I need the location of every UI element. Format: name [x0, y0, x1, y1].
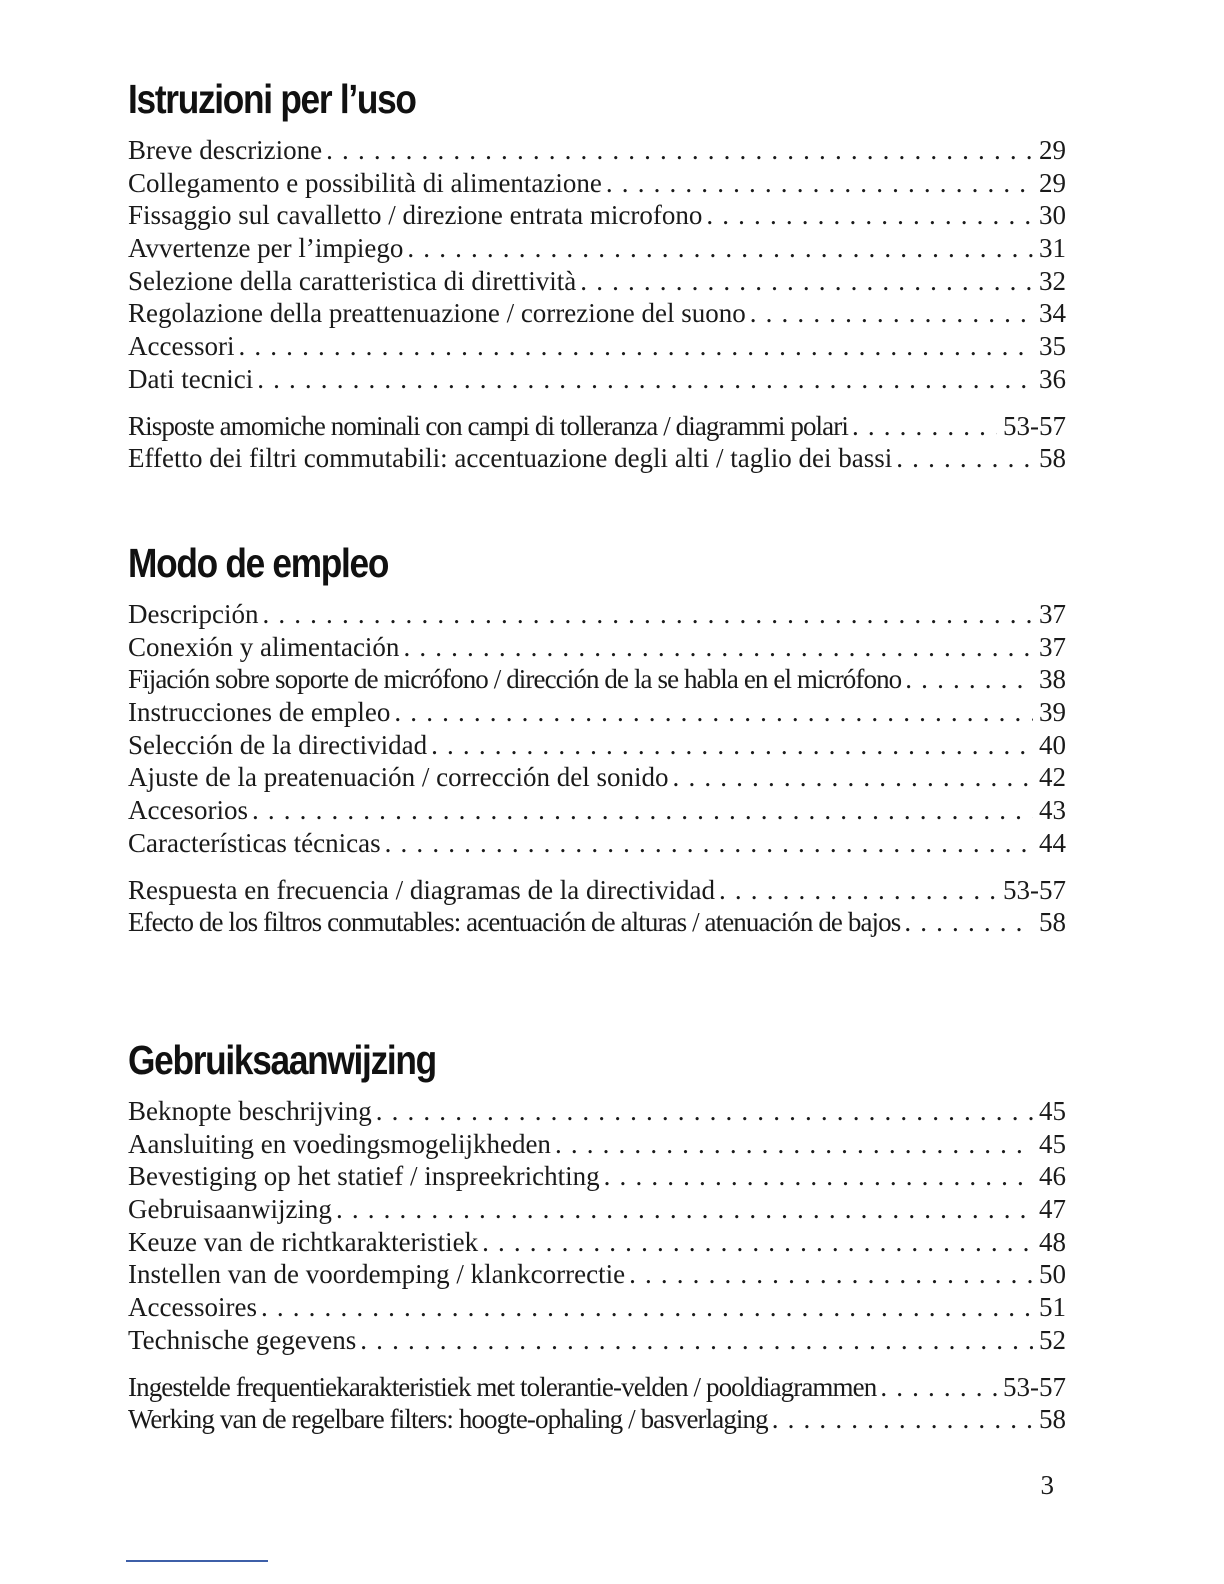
section-spanish: [128, 538, 1066, 939]
toc-entry-label: Risposte amomiche nominali con campi di tolleranza / diagrammi polari: [128, 410, 848, 441]
section-title: Modo de empleo: [128, 540, 389, 586]
toc-entry: [128, 363, 1066, 396]
toc-entry-label: Ajuste de la preatenuación / corrección del sonido: [128, 762, 669, 793]
toc-entry-page: 39: [1039, 697, 1066, 728]
toc-entry: [128, 167, 1066, 200]
toc-entry-label: Effetto dei filtri commutabili: accentuazione degli alti / taglio dei bassi: [128, 443, 893, 474]
dot-leader: [852, 410, 997, 443]
toc-entry-label: Accesorios: [128, 795, 248, 826]
toc-entry: [128, 631, 1066, 664]
toc-entry: [128, 232, 1066, 265]
dot-leader: [750, 297, 1033, 330]
dot-leader: [261, 1291, 1033, 1324]
toc-entry: [128, 827, 1066, 860]
toc-entry-label: Descripción: [128, 599, 259, 629]
toc-entry: [128, 1193, 1066, 1226]
toc-entry-page: 37: [1039, 599, 1066, 629]
dot-leader: [604, 1160, 1033, 1193]
toc-entry-label: Instellen van de voordemping / klankcorrectie: [128, 1259, 626, 1290]
dot-leader: [896, 442, 1033, 475]
toc-entry-label: Werking van de regelbare filters: hoogte-ophaling / basverlaging: [128, 1404, 768, 1435]
toc-entry-label: Conexión y alimentación: [128, 631, 400, 662]
dot-leader: [376, 1095, 1033, 1128]
toc-entry: [128, 663, 1066, 696]
section-italian: [128, 74, 1066, 475]
toc-entry-page: 43: [1039, 795, 1066, 826]
toc-entry-page: 35: [1039, 331, 1066, 362]
toc-entry: [128, 265, 1066, 298]
dot-leader: [629, 1258, 1033, 1291]
toc-entry-label: Ingestelde frequentiekarakteristiek met tolerantie-velden / pooldiagrammen: [128, 1371, 877, 1402]
dot-leader: [673, 761, 1033, 794]
toc-entry-page: 47: [1039, 1194, 1066, 1225]
toc-entry: [128, 1403, 1066, 1436]
dot-leader: [555, 1128, 1033, 1161]
toc-entry-label: Beknopte beschrijving: [128, 1096, 372, 1126]
toc-entry: [128, 696, 1066, 729]
toc-entry-label: Bevestiging op het statief / inspreekrichting: [128, 1161, 600, 1192]
toc-entry: [128, 1258, 1066, 1291]
toc-entry-label: Technische gegevens: [128, 1324, 357, 1355]
toc-entry-label: Avvertenze per l’impiego: [128, 233, 404, 264]
toc-entry: [128, 906, 1066, 939]
toc-entry-page: 34: [1039, 298, 1066, 329]
dot-leader: [403, 631, 1033, 664]
toc-entry-label: Gebruisaanwijzing: [128, 1194, 332, 1225]
toc-entry-label: Breve descrizione: [128, 135, 323, 165]
dot-leader: [407, 232, 1033, 265]
toc-entry-page: 42: [1039, 762, 1066, 793]
toc-entry-page: 53-57: [1003, 874, 1066, 905]
toc-entry-page: 45: [1039, 1096, 1066, 1126]
toc-entry-page: 40: [1039, 729, 1066, 760]
toc-entry-page: 46: [1039, 1161, 1066, 1192]
toc-entry-page: 38: [1039, 664, 1066, 695]
dot-leader: [385, 827, 1033, 860]
section-title: Istruzioni per l’uso: [128, 76, 416, 122]
dot-leader: [394, 696, 1033, 729]
toc-entry-page: 31: [1039, 233, 1066, 264]
toc-entry: [128, 442, 1066, 475]
page-number: 3: [1040, 1470, 1054, 1500]
footer-rule: [126, 1560, 268, 1562]
toc-entry: [128, 729, 1066, 762]
toc-entry-page: 50: [1039, 1259, 1066, 1290]
spacer: [128, 860, 1066, 874]
dot-leader: [772, 1403, 1033, 1436]
dot-leader: [360, 1324, 1033, 1357]
toc-entry-label: Keuze van de richtkarakteristiek: [128, 1226, 479, 1257]
toc-entry-page: 32: [1039, 265, 1066, 296]
dot-leader: [431, 729, 1033, 762]
toc-entry-page: 58: [1039, 907, 1066, 938]
toc-entry: [128, 199, 1066, 232]
dot-leader: [904, 906, 1033, 939]
toc-entry-label: Características técnicas: [128, 827, 381, 858]
dot-leader: [238, 330, 1033, 363]
toc-entry-label: Collegamento e possibilità di alimentazione: [128, 167, 602, 198]
dot-leader: [606, 167, 1033, 200]
toc-list: [128, 134, 1066, 475]
toc-entry: [128, 410, 1066, 443]
dot-leader: [257, 363, 1033, 396]
toc-entry: [128, 761, 1066, 794]
toc-entry-page: 53-57: [1003, 1371, 1066, 1402]
dot-leader: [719, 874, 997, 907]
toc-entry: [128, 1291, 1066, 1324]
toc-entry-page: 53-57: [1003, 410, 1066, 441]
toc-entry: [128, 1226, 1066, 1259]
dot-leader: [880, 1371, 997, 1404]
toc-entry: [128, 1160, 1066, 1193]
toc-entry: [128, 1371, 1066, 1404]
toc-entry-label: Fijación sobre soporte de micrófono / dirección de la se habla en el micrófono: [128, 664, 902, 695]
dot-leader: [482, 1226, 1033, 1259]
toc-entry-page: 45: [1039, 1128, 1066, 1159]
toc-entry-page: 58: [1039, 443, 1066, 474]
spacer: [128, 1357, 1066, 1371]
toc-entry-page: 52: [1039, 1324, 1066, 1355]
toc-entry-page: 29: [1039, 167, 1066, 198]
section-dutch: [128, 1035, 1066, 1436]
toc-entry-page: 29: [1039, 135, 1066, 165]
dot-leader: [580, 265, 1033, 298]
toc-entry-label: Instrucciones de empleo: [128, 697, 391, 728]
toc-entry-label: Selección de la directividad: [128, 729, 428, 760]
dot-leader: [252, 794, 1033, 827]
toc-entry-page: 58: [1039, 1404, 1066, 1435]
toc-entry-label: Fissaggio sul cavalletto / direzione entrata microfono: [128, 200, 703, 231]
dot-leader: [336, 1193, 1033, 1226]
dot-leader: [262, 598, 1033, 631]
toc-list: [128, 1095, 1066, 1436]
dot-leader: [905, 663, 1033, 696]
toc-entry: [128, 330, 1066, 363]
toc-entry-label: Dati tecnici: [128, 363, 254, 394]
toc-entry: [128, 1324, 1066, 1357]
toc-entry-page: 48: [1039, 1226, 1066, 1257]
spacer: [128, 396, 1066, 410]
toc-entry-page: 51: [1039, 1292, 1066, 1323]
dot-leader: [326, 134, 1033, 167]
section-title: Gebruiksaanwijzing: [128, 1037, 436, 1083]
toc-entry: [128, 297, 1066, 330]
toc-entry-page: 30: [1039, 200, 1066, 231]
dot-leader: [706, 199, 1033, 232]
toc-entry-label: Accessori: [128, 331, 235, 362]
toc-entry-label: Selezione della caratteristica di direttività: [128, 265, 577, 296]
toc-entry-page: 37: [1039, 631, 1066, 662]
toc-entry-page: 36: [1039, 363, 1066, 394]
toc-entry-label: Regolazione della preattenuazione / correzione del suono: [128, 298, 746, 329]
toc-entry-label: Efecto de los filtros conmutables: acentuación de alturas / atenuación de bajos: [128, 907, 901, 938]
toc-entry-label: Accessoires: [128, 1292, 257, 1323]
toc-entry: [128, 598, 1066, 631]
toc-entry: [128, 134, 1066, 167]
toc-list: [128, 598, 1066, 939]
toc-entry-label: Aansluiting en voedingsmogelijkheden: [128, 1128, 551, 1159]
toc-entry: [128, 794, 1066, 827]
toc-entry: [128, 1128, 1066, 1161]
toc-entry-page: 44: [1039, 827, 1066, 858]
toc-entry-label: Respuesta en frecuencia / diagramas de la directividad: [128, 874, 715, 905]
toc-entry: [128, 1095, 1066, 1128]
toc-entry: [128, 874, 1066, 907]
